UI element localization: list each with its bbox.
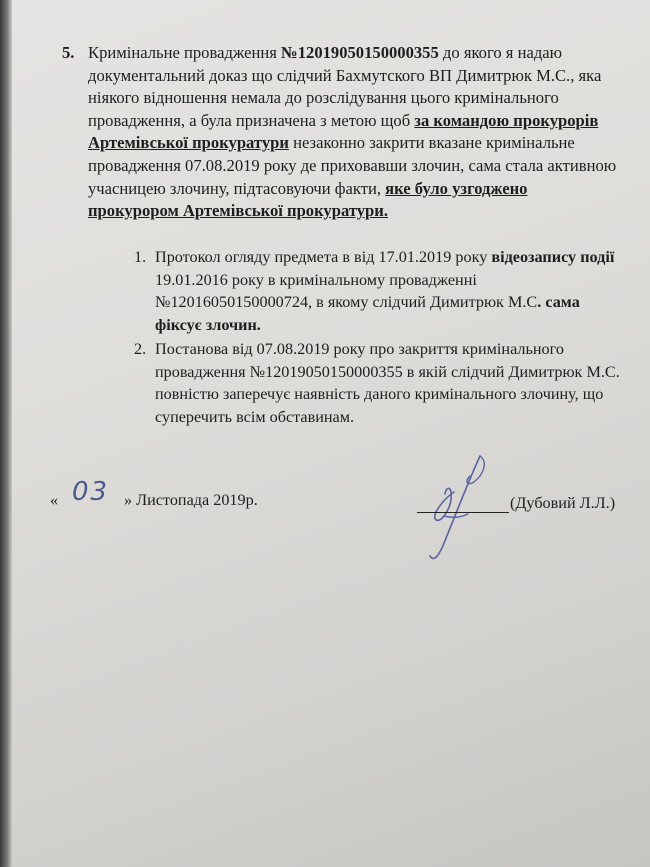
month-year: » Листопада 2019р. (124, 491, 258, 509)
subitem-number: 2. (134, 340, 147, 358)
handwritten-signature (418, 452, 508, 562)
open-quote: « (50, 491, 59, 509)
signature-line (417, 512, 509, 513)
subitem-number: 1. (134, 248, 147, 266)
subitem-1-paragraph: Протокол огляду предмета в від 17.01.2019 року відеозапису події 19.01.2016 року в кримінальному провадженні №12016050150000724, в якому слідчий Димитрюк М.С. сама фіксує злочин. (155, 248, 615, 334)
signatory-name: (Дубовий Л.Л.) (510, 494, 616, 512)
item-5-paragraph: Кримінальне провадження №12019050150000355 до якого я надаю документальний доказ що слідчий Бахмутского ВП Димитрюк М.С., яка ніякого відношення немала до розслідування цього кримінального провадження, а була призначена з метою щоб за командою прокурорів Артемівської прокуратури незаконно закрити вказане кримінальне провадження 07.08.2019 року де приховавши злочин, сама стала активною учасницею злочину, підтасовуючи факти, яке було узгоджено прокурором Артемівської прокуратури. (88, 43, 617, 221)
handwritten-day: 03 (72, 477, 110, 507)
subitem-2-paragraph: Постанова від 07.08.2019 року про закриття кримінального провадження №12019050150000355 в якій слідчий Димитрюк М.С. повністю заперечує наявність даного кримінального злочину, що суперечить всім обставинам. (155, 340, 620, 426)
item-number: 5. (62, 43, 75, 62)
